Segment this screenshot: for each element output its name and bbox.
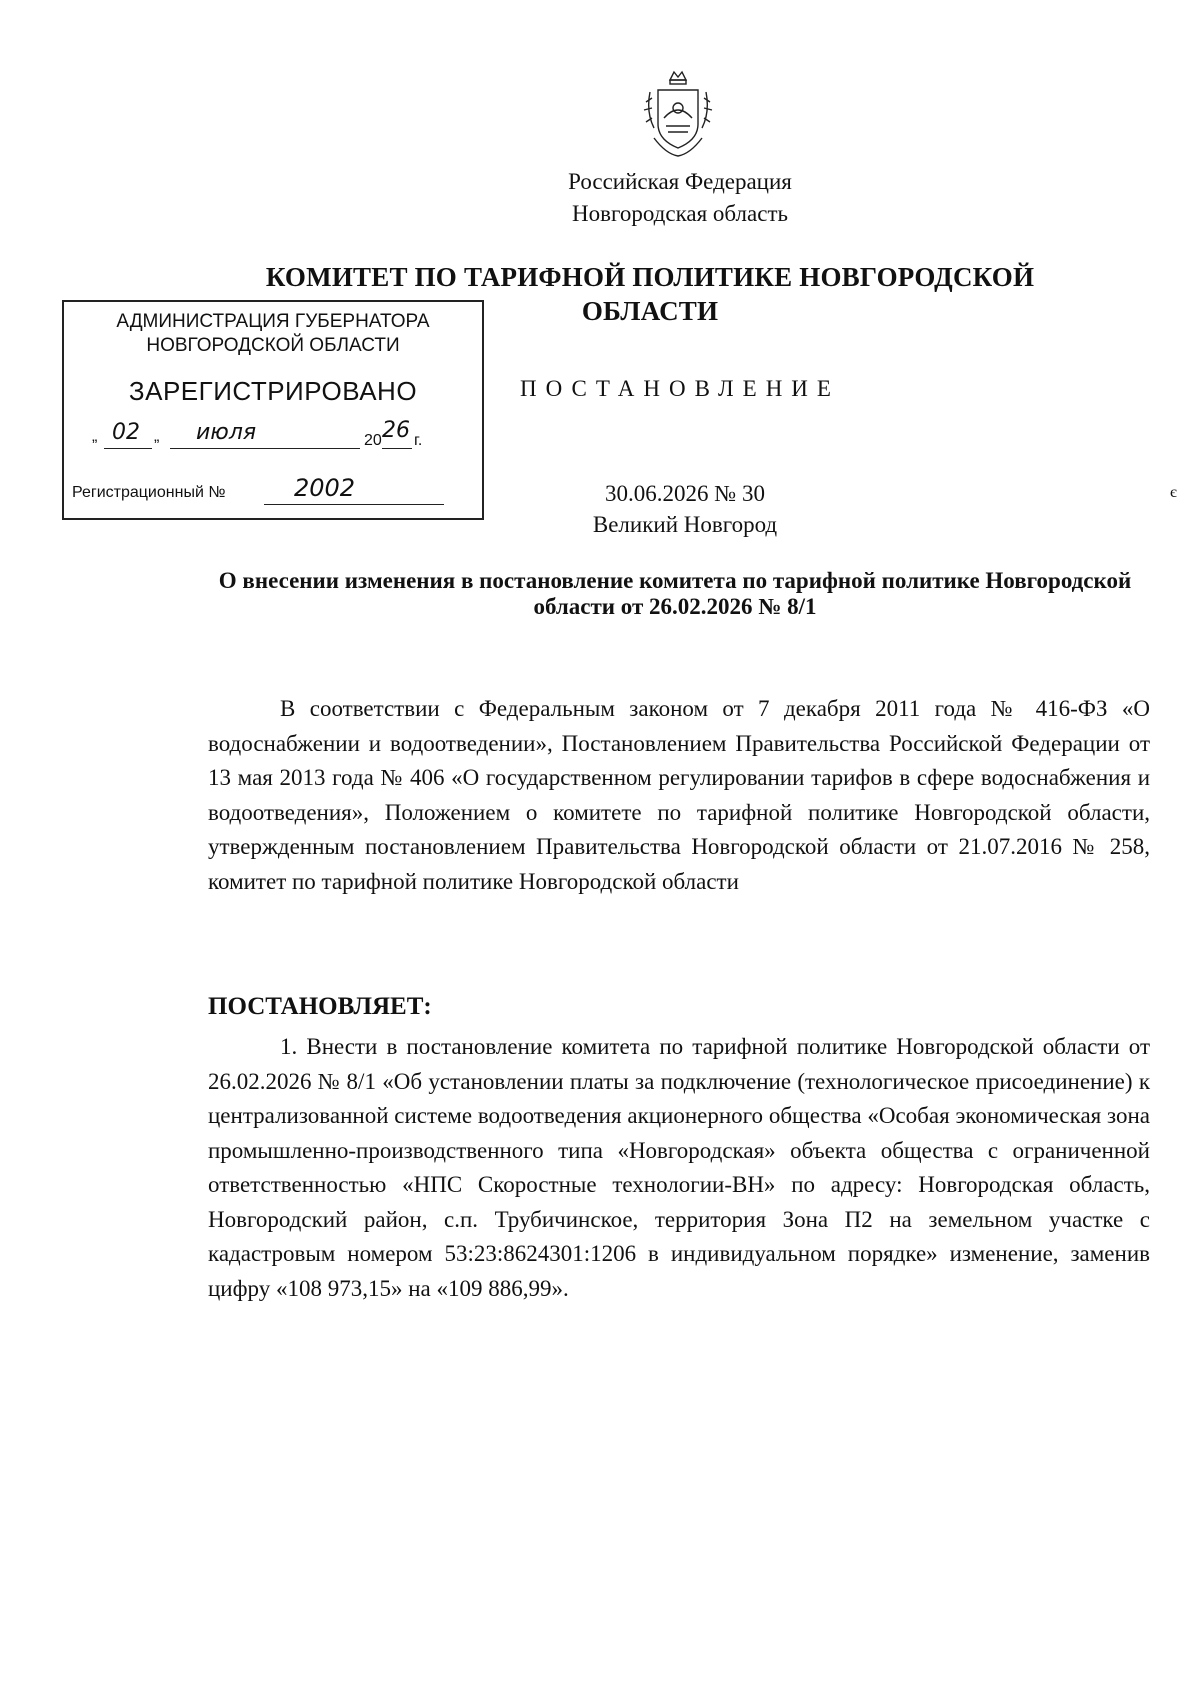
document-title: О внесении изменения в постановление комитета по тарифной политике Новгородской области от 26.02.2026 № 8/1: [218, 568, 1132, 619]
stamp-date-line: „ 02 „ июля 20 26 г.: [92, 418, 423, 449]
document-date-number: 30.06.2026 № 30: [605, 481, 765, 506]
resolution-item-1: 1. Внести в постановление комитета по тарифной политике Новгородской области от 26.02.2026 № 8/1 «Об установлении платы за подключение (технологическое присоединение) к централизованной системе водоотведения акционерного общества «Особая экономическая зона промышленно-производственного типа «Новгородская» объекта общества с ограниченной ответственностью «НПС Скоростные технологии-ВН» по адресу: Новгородская область, Новгородский район, с.п. Трубичинское, территория Зона П2 на земельном участке с кадастровым номером 53:23:8624301:1206 в индивидуальном порядке» изменение, заменив цифру «108 973,15» на «109 886,99».: [208, 1034, 1150, 1301]
stamp-month: июля: [196, 420, 257, 445]
stamp-day: 02: [112, 420, 140, 445]
margin-mark: є: [1170, 484, 1177, 501]
stamp-registration-line: [72, 474, 472, 510]
stamp-year-unit: г.: [414, 432, 423, 449]
stamp-reg-label: Регистрационный №: [72, 484, 226, 501]
stamp-year-suffix: 26: [382, 418, 410, 443]
region-name: Новгородская область: [571, 201, 788, 226]
stamp-reg-number: 2002: [294, 474, 356, 502]
committee-title: КОМИТЕТ ПО ТАРИФНОЙ ПОЛИТИКЕ НОВГОРОДСКОЙ ОБЛАСТИ: [265, 262, 1035, 326]
stamp-org-line-1: АДМИНИСТРАЦИЯ ГУБЕРНАТОРА: [116, 311, 430, 332]
document-city: Великий Новгород: [592, 512, 778, 537]
stamp-status: ЗАРЕГИСТРИРОВАНО: [128, 376, 418, 406]
stamp-organization: [64, 310, 482, 358]
country-name: Российская Федерация: [568, 169, 792, 194]
stamp-org-line-2: НОВГОРОДСКОЙ ОБЛАСТИ: [146, 335, 400, 356]
header-country-block: [440, 166, 920, 230]
preamble-paragraph: В соответствии с Федеральным законом от 7 декабря 2011 года № 416-ФЗ «О водоснабжении и водоотведении», Постановлением Правительства Российской Федерации от 13 мая 2013 года № 406 «О государственном регулировании тарифов в сфере водоснабжения и водоотведения», Положением о комитете по тарифной политике Новгородской области, утвержденным постановлением Правительства Новгородской области от 21.07.2016 № 258, комитет по тарифной политике Новгородской области: [208, 696, 1150, 894]
registration-stamp: [62, 300, 484, 520]
coat-of-arms-emblem: [640, 68, 716, 164]
document-date-block: [560, 478, 810, 540]
stamp-year-prefix: 20: [364, 432, 382, 449]
resolves-heading: ПОСТАНОВЛЯЕТ:: [208, 993, 432, 1020]
document-type: ПОСТАНОВЛЕНИЕ: [520, 376, 840, 401]
